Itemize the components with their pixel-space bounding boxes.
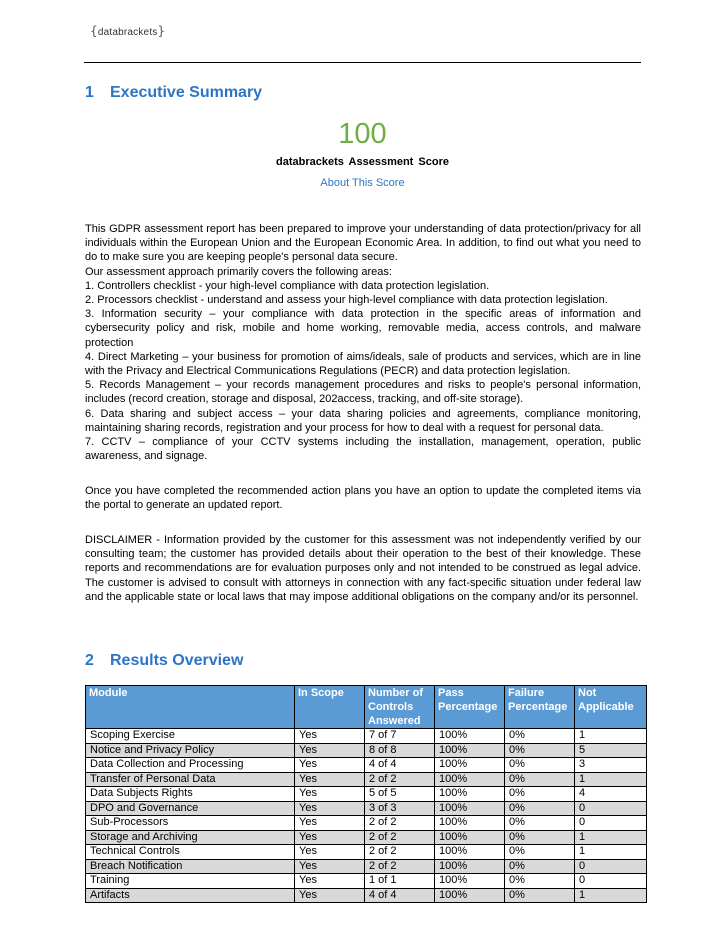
- table-cell: Yes: [295, 729, 365, 744]
- table-cell: 5 of 5: [365, 787, 435, 802]
- table-cell: 100%: [435, 859, 505, 874]
- table-cell: 0: [575, 874, 647, 889]
- table-cell: Yes: [295, 758, 365, 773]
- table-cell: 0%: [505, 888, 575, 903]
- table-cell: 1: [575, 845, 647, 860]
- table-row: [86, 758, 647, 773]
- table-cell: 0%: [505, 772, 575, 787]
- table-cell: 3 of 3: [365, 801, 435, 816]
- table-cell: Scoping Exercise: [86, 729, 295, 744]
- table-row: [86, 801, 647, 816]
- logo-text: databrackets: [97, 27, 158, 38]
- table-cell: 8 of 8: [365, 743, 435, 758]
- section-number: 2: [85, 652, 94, 669]
- table-cell: 1: [575, 888, 647, 903]
- table-cell: 0: [575, 859, 647, 874]
- table-cell: Yes: [295, 743, 365, 758]
- column-header: Failure Percentage: [505, 686, 575, 729]
- table-header-row: [86, 686, 647, 729]
- table-cell: 4 of 4: [365, 758, 435, 773]
- column-header: In Scope: [295, 686, 365, 729]
- table-cell: 100%: [435, 729, 505, 744]
- table-cell: 7 of 7: [365, 729, 435, 744]
- about-this-score-link[interactable]: About This Score: [320, 177, 405, 189]
- table-cell: Technical Controls: [86, 845, 295, 860]
- table-cell: 0: [575, 816, 647, 831]
- column-header: Pass Percentage: [435, 686, 505, 729]
- table-cell: 100%: [435, 801, 505, 816]
- table-row: [86, 743, 647, 758]
- column-header: Not Applicable: [575, 686, 647, 729]
- table-cell: 0%: [505, 743, 575, 758]
- section-heading-results-overview: [85, 652, 243, 670]
- assessment-score-value: 100: [338, 118, 387, 150]
- table-cell: 100%: [435, 874, 505, 889]
- intro-line: 6. Data sharing and subject access – your data sharing policies and agreements, compliance monitoring, maintaining sharing records, registration and your process for how to deal with a request for personal data.: [85, 407, 641, 434]
- table-row: [86, 787, 647, 802]
- intro-line: This GDPR assessment report has been prepared to improve your understanding of data protection/privacy for all individuals within the European Union and the European Economic Area. In addition, to find out what you need to do to make sure you are keeping people's personal data secure.: [85, 223, 641, 264]
- table-row: [86, 874, 647, 889]
- intro-line: 7. CCTV – compliance of your CCTV systems including the installation, management, operation, public awareness, and signage.: [85, 436, 641, 463]
- update-note: Once you have completed the recommended action plans you have an option to update the completed items via the portal to generate an updated report.: [85, 485, 641, 512]
- table-cell: Data Collection and Processing: [86, 758, 295, 773]
- table-cell: Yes: [295, 772, 365, 787]
- table-cell: 100%: [435, 888, 505, 903]
- table-cell: Yes: [295, 830, 365, 845]
- section-heading-executive-summary: [85, 84, 262, 102]
- table-cell: 100%: [435, 787, 505, 802]
- table-cell: 0%: [505, 816, 575, 831]
- table-cell: 1: [575, 729, 647, 744]
- table-cell: Yes: [295, 874, 365, 889]
- table-cell: 0%: [505, 845, 575, 860]
- table-cell: 0%: [505, 830, 575, 845]
- table-cell: 1: [575, 772, 647, 787]
- table-cell: Yes: [295, 859, 365, 874]
- table-cell: 100%: [435, 845, 505, 860]
- table-cell: Yes: [295, 816, 365, 831]
- databrackets-logo: {databrackets}: [90, 24, 166, 38]
- table-row: [86, 830, 647, 845]
- table-row: [86, 888, 647, 903]
- column-header: Module: [86, 686, 295, 729]
- disclaimer: DISCLAIMER - Information provided by the customer for this assessment was not independently verified by our consulting team; the customer has provided details about their operation to the best of their knowledge. These reports and recommendations are for evaluation purposes only and not intended to be construed as legal advice. The customer is advised to consult with attorneys in connection with any fact-specific situation under federal law and the applicable state or local laws that may impose additional obligations on the company and/or its personnel.: [85, 534, 641, 603]
- table-cell: 1: [575, 830, 647, 845]
- table-cell: DPO and Governance: [86, 801, 295, 816]
- table-cell: Yes: [295, 845, 365, 860]
- table-cell: Yes: [295, 801, 365, 816]
- table-cell: 100%: [435, 772, 505, 787]
- intro-paragraph: [85, 222, 641, 463]
- table-cell: Breach Notification: [86, 859, 295, 874]
- table-row: [86, 845, 647, 860]
- table-cell: Sub-Processors: [86, 816, 295, 831]
- results-table: [85, 685, 647, 903]
- table-cell: 4 of 4: [365, 888, 435, 903]
- assessment-score-label: databrackets Assessment Score: [276, 156, 449, 168]
- table-cell: 100%: [435, 743, 505, 758]
- table-row: [86, 772, 647, 787]
- intro-line: 2. Processors checklist - understand and assess your high-level compliance with data protection legislation.: [85, 294, 608, 307]
- table-cell: 5: [575, 743, 647, 758]
- table-cell: 0%: [505, 758, 575, 773]
- section-title: Results Overview: [110, 652, 244, 669]
- table-cell: 4: [575, 787, 647, 802]
- table-cell: 2 of 2: [365, 859, 435, 874]
- table-row: [86, 816, 647, 831]
- intro-line: 5. Records Management – your records management procedures and risks to people's personal information, includes (record creation, storage and disposal, 202access, tracking, and off-site storage).: [85, 379, 641, 406]
- table-cell: 2 of 2: [365, 830, 435, 845]
- table-cell: Transfer of Personal Data: [86, 772, 295, 787]
- table-cell: Yes: [295, 888, 365, 903]
- column-header: Number of Controls Answered: [365, 686, 435, 729]
- intro-line: 4. Direct Marketing – your business for promotion of aims/ideals, sale of products and services, which are in line with the Privacy and Electrical Communications Regulations (PECR) and data protection legislation.: [85, 350, 641, 378]
- table-cell: 100%: [435, 830, 505, 845]
- table-cell: 1 of 1: [365, 874, 435, 889]
- intro-line: 3. Information security – your compliance with data protection in the specific areas of information and cybersecurity policy and risk, mobile and home working, removable media, access controls, and malware protection: [85, 308, 641, 349]
- header-rule: [84, 62, 641, 63]
- table-cell: Storage and Archiving: [86, 830, 295, 845]
- table-cell: 2 of 2: [365, 772, 435, 787]
- table-cell: Yes: [295, 787, 365, 802]
- section-number: 1: [85, 84, 94, 101]
- table-cell: 2 of 2: [365, 816, 435, 831]
- table-cell: 100%: [435, 758, 505, 773]
- table-cell: 0: [575, 801, 647, 816]
- table-row: [86, 729, 647, 744]
- table-cell: 3: [575, 758, 647, 773]
- intro-line: 1. Controllers checklist - your high-level compliance with data protection legislation.: [85, 279, 490, 292]
- table-cell: 0%: [505, 874, 575, 889]
- table-row: [86, 859, 647, 874]
- table-cell: Data Subjects Rights: [86, 787, 295, 802]
- table-cell: 0%: [505, 859, 575, 874]
- table-cell: 0%: [505, 787, 575, 802]
- table-cell: 0%: [505, 801, 575, 816]
- table-cell: Notice and Privacy Policy: [86, 743, 295, 758]
- table-cell: Artifacts: [86, 888, 295, 903]
- table-cell: Training: [86, 874, 295, 889]
- table-cell: 0%: [505, 729, 575, 744]
- results-table-body: [86, 729, 647, 903]
- table-cell: 100%: [435, 816, 505, 831]
- section-title: Executive Summary: [110, 84, 263, 101]
- intro-line: Our assessment approach primarily covers the following areas:: [85, 265, 392, 278]
- table-cell: 2 of 2: [365, 845, 435, 860]
